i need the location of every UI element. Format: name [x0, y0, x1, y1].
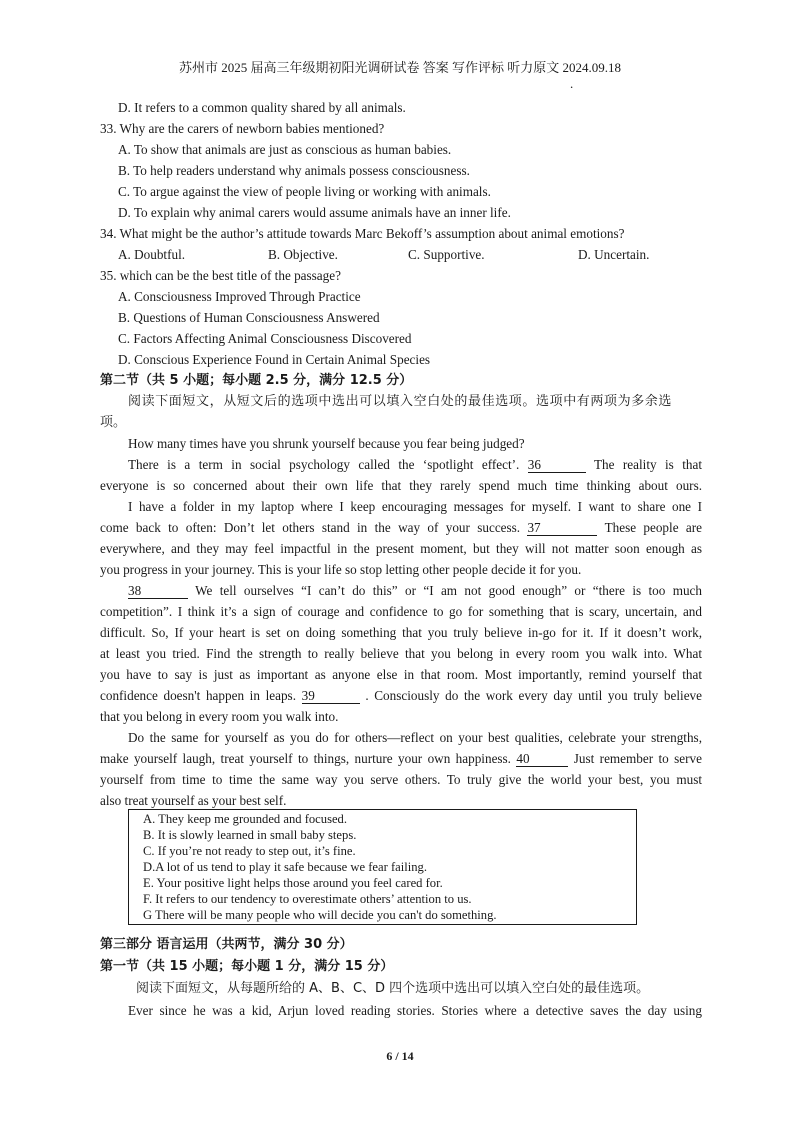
q34-stem: 34. What might be the author’s attitude towards Marc Bekoff’s assumption about animal emotions?	[100, 226, 625, 241]
q35-stem: 35. which can be the best title of the passage?	[100, 268, 341, 283]
story-line1: Ever since he was a kid, Arjun loved reading stories. Stories where a detective saves the day using	[128, 1003, 702, 1018]
q35-option-b: B. Questions of Human Consciousness Answered	[118, 310, 380, 325]
p2-line4: you progress in your journey. This is your life so stop letting other people decide it for you.	[100, 562, 582, 577]
p3-line1: 38 We tell ourselves “I can’t do this” or “I am not good enough” or “there is too much	[128, 583, 702, 598]
p4-line3: yourself from time to time the same way you serve others. To truly give the world your best, you must	[100, 772, 702, 787]
p3-line7: that you belong in every room you walk into.	[100, 709, 339, 724]
section2-instruction-line1: 阅读下面短文，从短文后的选项中选出可以填入空白处的最佳选项。选项中有两项为多余选	[128, 394, 673, 409]
q34-option-c: C. Supportive.	[408, 247, 485, 262]
p4-line2: make yourself laugh, treat yourself to things, nurture your own happiness. 40 Just remember to serve	[100, 751, 702, 766]
option-c: C. If you’re not ready to step out, it’s fine.	[143, 844, 356, 858]
p2-line1: I have a folder in my laptop where I keep encouraging messages for myself. I want to share one I	[128, 499, 702, 514]
q35-option-a: A. Consciousness Improved Through Practice	[118, 289, 361, 304]
q33-option-d: D. To explain why animal carers would assume animals have an inner life.	[118, 205, 511, 220]
options-box	[128, 809, 637, 925]
p2-line3: everywhere, and they may feel impactful in the present moment, but they will not matter soon enough as	[100, 541, 702, 556]
p3-line2: competition”. I think it’s a sign of courage and confidence to go for something that is scary, uncertain, and	[100, 604, 702, 619]
q32-option-d: D. It refers to a common quality shared by all animals.	[118, 100, 406, 115]
part3-title: 第三部分 语言运用（共两节，满分 30 分）	[100, 937, 353, 952]
q33-option-b: B. To help readers understand why animals possess consciousness.	[118, 163, 470, 178]
header-mark: .	[570, 76, 574, 91]
section2-title: 第二节（共 5 小题；每小题 2.5 分，满分 12.5 分）	[100, 373, 413, 388]
p3-line6: confidence doesn't happen in leaps. 39 . Consciously do the work every day until you truly believe	[100, 688, 703, 703]
option-a: A. They keep me grounded and focused.	[143, 812, 348, 826]
part3-section1-title: 第一节（共 15 小题；每小题 1 分，满分 15 分）	[100, 959, 394, 974]
option-d: D.A lot of us tend to play it safe because we fear failing.	[143, 860, 427, 874]
option-f: F. It refers to our tendency to overestimate others’ attention to us.	[143, 892, 472, 906]
p3-line3: difficult. So, If your heart is set on doing something that you truly believe in-go for it. If it doesn’t work,	[100, 625, 702, 640]
page-header: 苏州市 2025 届高三年级期初阳光调研试卷 答案 写作评标 听力原文 2024.09.18	[178, 60, 621, 75]
blank-38[interactable]: 38	[128, 584, 188, 599]
p2-line2: come back to often: Don’t let others stand in the way of your success. 37 These people are	[100, 520, 702, 535]
q35-option-d: D. Conscious Experience Found in Certain Animal Species	[118, 352, 431, 367]
p4-line1: Do the same for yourself as you do for others—reflect on your best qualities, celebrate your strengths,	[128, 730, 702, 745]
page-number: 6 / 14	[386, 1049, 414, 1063]
option-b: B. It is slowly learned in small baby steps.	[143, 828, 357, 842]
section2-instruction-line2: 项。	[100, 415, 127, 430]
q33-option-a: A. To show that animals are just as conscious as human babies.	[118, 142, 452, 157]
p3-line5: you have to say is just as important as anyone else in that room. Most importantly, remind yourself that	[100, 667, 702, 682]
p4-line4: also treat yourself as your best self.	[100, 793, 287, 808]
q35-option-c: C. Factors Affecting Animal Consciousness Discovered	[118, 331, 412, 346]
part3-instruction: 阅读下面短文，从每题所给的 A、B、C、D 四个选项中选出可以填入空白处的最佳选项。	[136, 981, 650, 996]
q34-option-a: A. Doubtful.	[118, 247, 186, 262]
q33-option-c: C. To argue against the view of people living or working with animals.	[118, 184, 491, 199]
blank-37[interactable]: 37	[527, 521, 597, 536]
q34-option-d: D. Uncertain.	[578, 247, 650, 262]
p1-line2: everyone is so concerned about their own life that they rarely spend much time thinking about ours.	[100, 478, 702, 493]
p3-line4: at least you tried. Find the strength to really believe that you belong in every room you walk into. What	[100, 646, 702, 661]
blank-36[interactable]: 36	[528, 458, 586, 473]
q33-stem: 33. Why are the carers of newborn babies mentioned?	[100, 121, 385, 136]
passage-title: How many times have you shrunk yourself because you fear being judged?	[128, 436, 525, 451]
blank-40[interactable]: 40	[516, 752, 568, 767]
q34-option-b: B. Objective.	[268, 247, 338, 262]
option-e: E. Your positive light helps those around you feel cared for.	[143, 876, 443, 890]
p1-line1: There is a term in social psychology called the ‘spotlight effect’. 36 The reality is that	[128, 457, 703, 472]
blank-39[interactable]: 39	[302, 689, 360, 704]
option-g: G There will be many people who will decide you can't do something.	[143, 908, 497, 922]
